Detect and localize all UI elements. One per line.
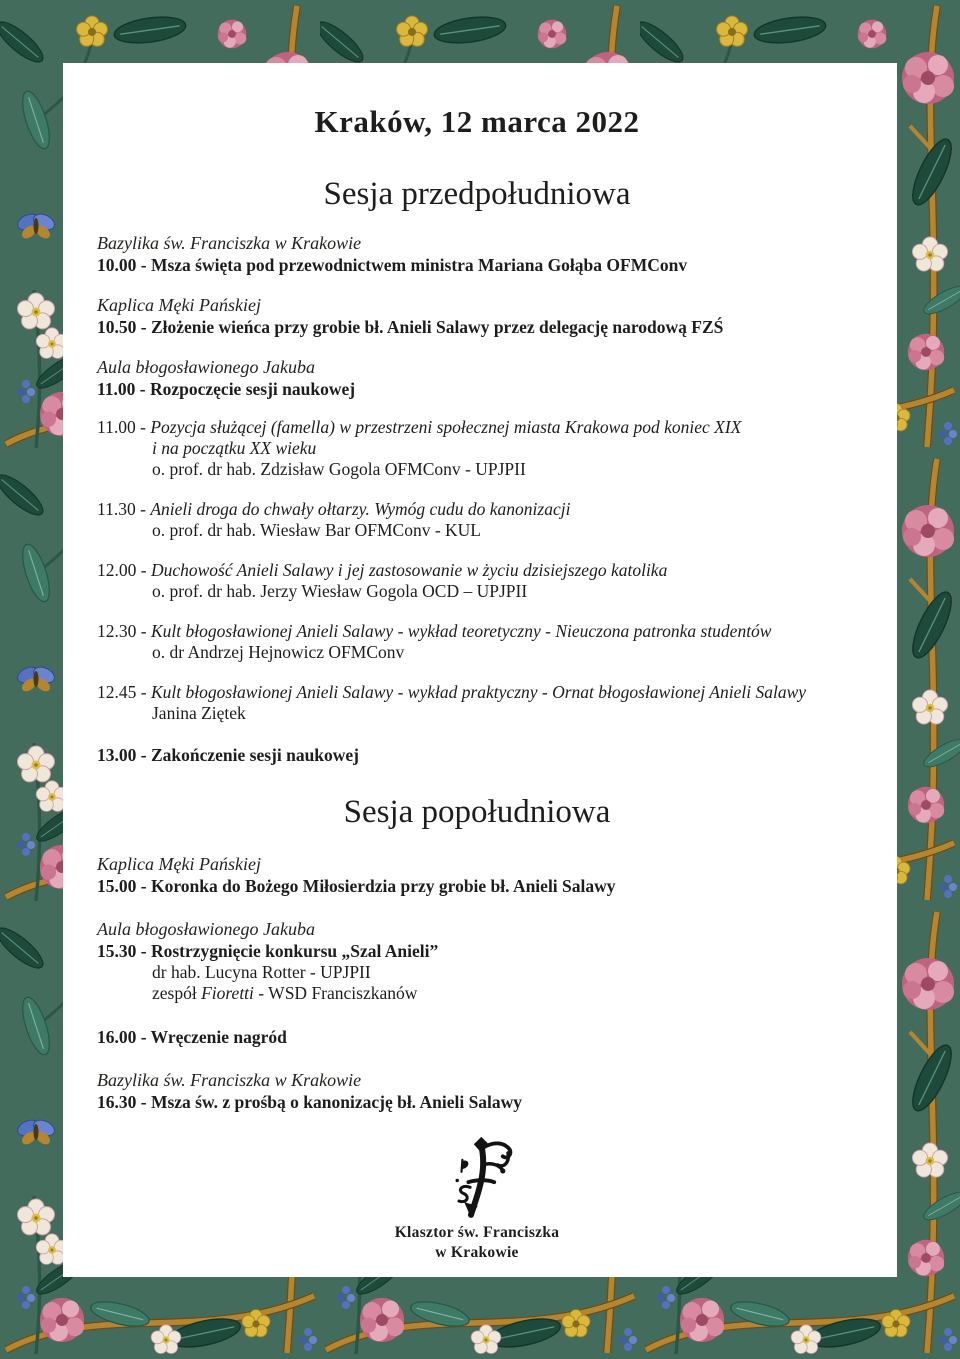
lecture-title-continuation: i na początku XX wieku [152,438,317,458]
lecture-item [97,682,857,724]
venue-label: Bazylika św. Franciszka w Krakowie [97,233,362,253]
lecture-title-line [97,560,857,581]
venue-label: Aula błogosławionego Jakuba [97,919,315,939]
lecture-item [97,417,857,480]
lecture-title: Kult błogosławionej Anieli Salawy - wykład praktyczny - Ornat błogosławionej Anieli Salawy [150,682,807,702]
team-text-post: - WSD Franciszkanów [253,983,418,1003]
contest-jury-member: dr hab. Lucyna Rotter - UPJPII [152,962,371,982]
lecture-time: 11.00 - [97,417,151,437]
lecture-speaker: o. prof. dr hab. Wiesław Bar OFMConv - KUL [152,520,481,540]
lecture-title: Duchowość Anieli Salawy i jej zastosowanie w życiu dzisiejszego katolika [150,560,668,580]
lecture-title-line [97,682,857,703]
team-name: Fioretti [201,983,254,1003]
lecture-title: Pozycja służącej (famella) w przestrzeni społecznej miasta Krakowa pod koniec XIX [150,417,742,437]
franciscan-letter-f-logo-icon [434,1135,520,1219]
organization-name-line2: w Krakowie [435,1244,519,1261]
program-block [97,233,857,276]
lecture-time: 12.00 - [97,560,151,580]
program-block [97,357,857,400]
contest-team-line [97,983,857,1004]
event-line: 15.30 - Rostrzygnięcie konkursu „Szal Anieli” [97,941,439,961]
event-line: 16.30 - Msza św. z prośbą o kanonizację bł. Anieli Salawy [97,1092,523,1112]
organization-name-line1: Klasztor św. Franciszka [394,1224,560,1241]
awards-line: 16.00 - Wręczenie nagród [97,1027,287,1047]
lecture-item [97,499,857,541]
lecture-title-line [97,417,857,438]
event-line: 10.50 - Złożenie wieńca przy grobie bł. Anieli Salawy przez delegację narodową FZŚ [97,317,724,337]
lecture-speaker: o. prof. dr hab. Zdzisław Gogola OFMConv - UPJPII [152,459,526,479]
event-line: 15.00 - Koronka do Bożego Miłosierdzia przy grobie bł. Anieli Salawy [97,876,616,896]
event-line: 10.00 - Msza święta pod przewodnictwem ministra Mariana Gołąba OFMConv [97,255,688,275]
logo-wrap [97,1135,857,1223]
page-title: Kraków, 12 marca 2022 [314,104,640,139]
program-block [97,919,857,1004]
lecture-time: 12.45 - [97,682,151,702]
venue-label: Kaplica Męki Pańskiej [97,854,261,874]
lecture-title: Anieli droga do chwały ołtarzy. Wymóg cudu do kanonizacji [150,499,571,519]
lecture-title-line [97,499,857,520]
lecture-item [97,560,857,602]
session-closing-line: 13.00 - Zakończenie sesji naukowej [97,745,360,765]
footer [97,1135,857,1263]
lecture-time: 11.30 - [97,499,151,519]
session-heading-afternoon: Sesja popołudniowa [343,794,611,830]
lecture-item [97,621,857,663]
lecture-speaker: o. prof. dr hab. Jerzy Wiesław Gogola OCD – UPJPII [152,581,528,601]
session-heading-morning: Sesja przedpołudniowa [323,176,631,212]
lecture-speaker: Janina Ziętek [152,703,246,723]
lecture-title-line [97,621,857,642]
program-block [97,295,857,338]
program-block [97,854,857,897]
venue-label: Bazylika św. Franciszka w Krakowie [97,1070,362,1090]
team-text-pre: zespół [152,983,202,1003]
program-block [97,1070,857,1113]
event-line: 11.00 - Rozpoczęcie sesji naukowej [97,379,356,399]
venue-label: Aula błogosławionego Jakuba [97,357,315,377]
venue-label: Kaplica Męki Pańskiej [97,295,261,315]
lecture-speaker: o. dr Andrzej Hejnowicz OFMConv [152,642,405,662]
lecture-time: 12.30 - [97,621,151,641]
program-panel [63,63,897,1277]
lecture-title: Kult błogosławionej Anieli Salawy - wykład teoretyczny - Nieuczona patronka studentów [150,621,772,641]
